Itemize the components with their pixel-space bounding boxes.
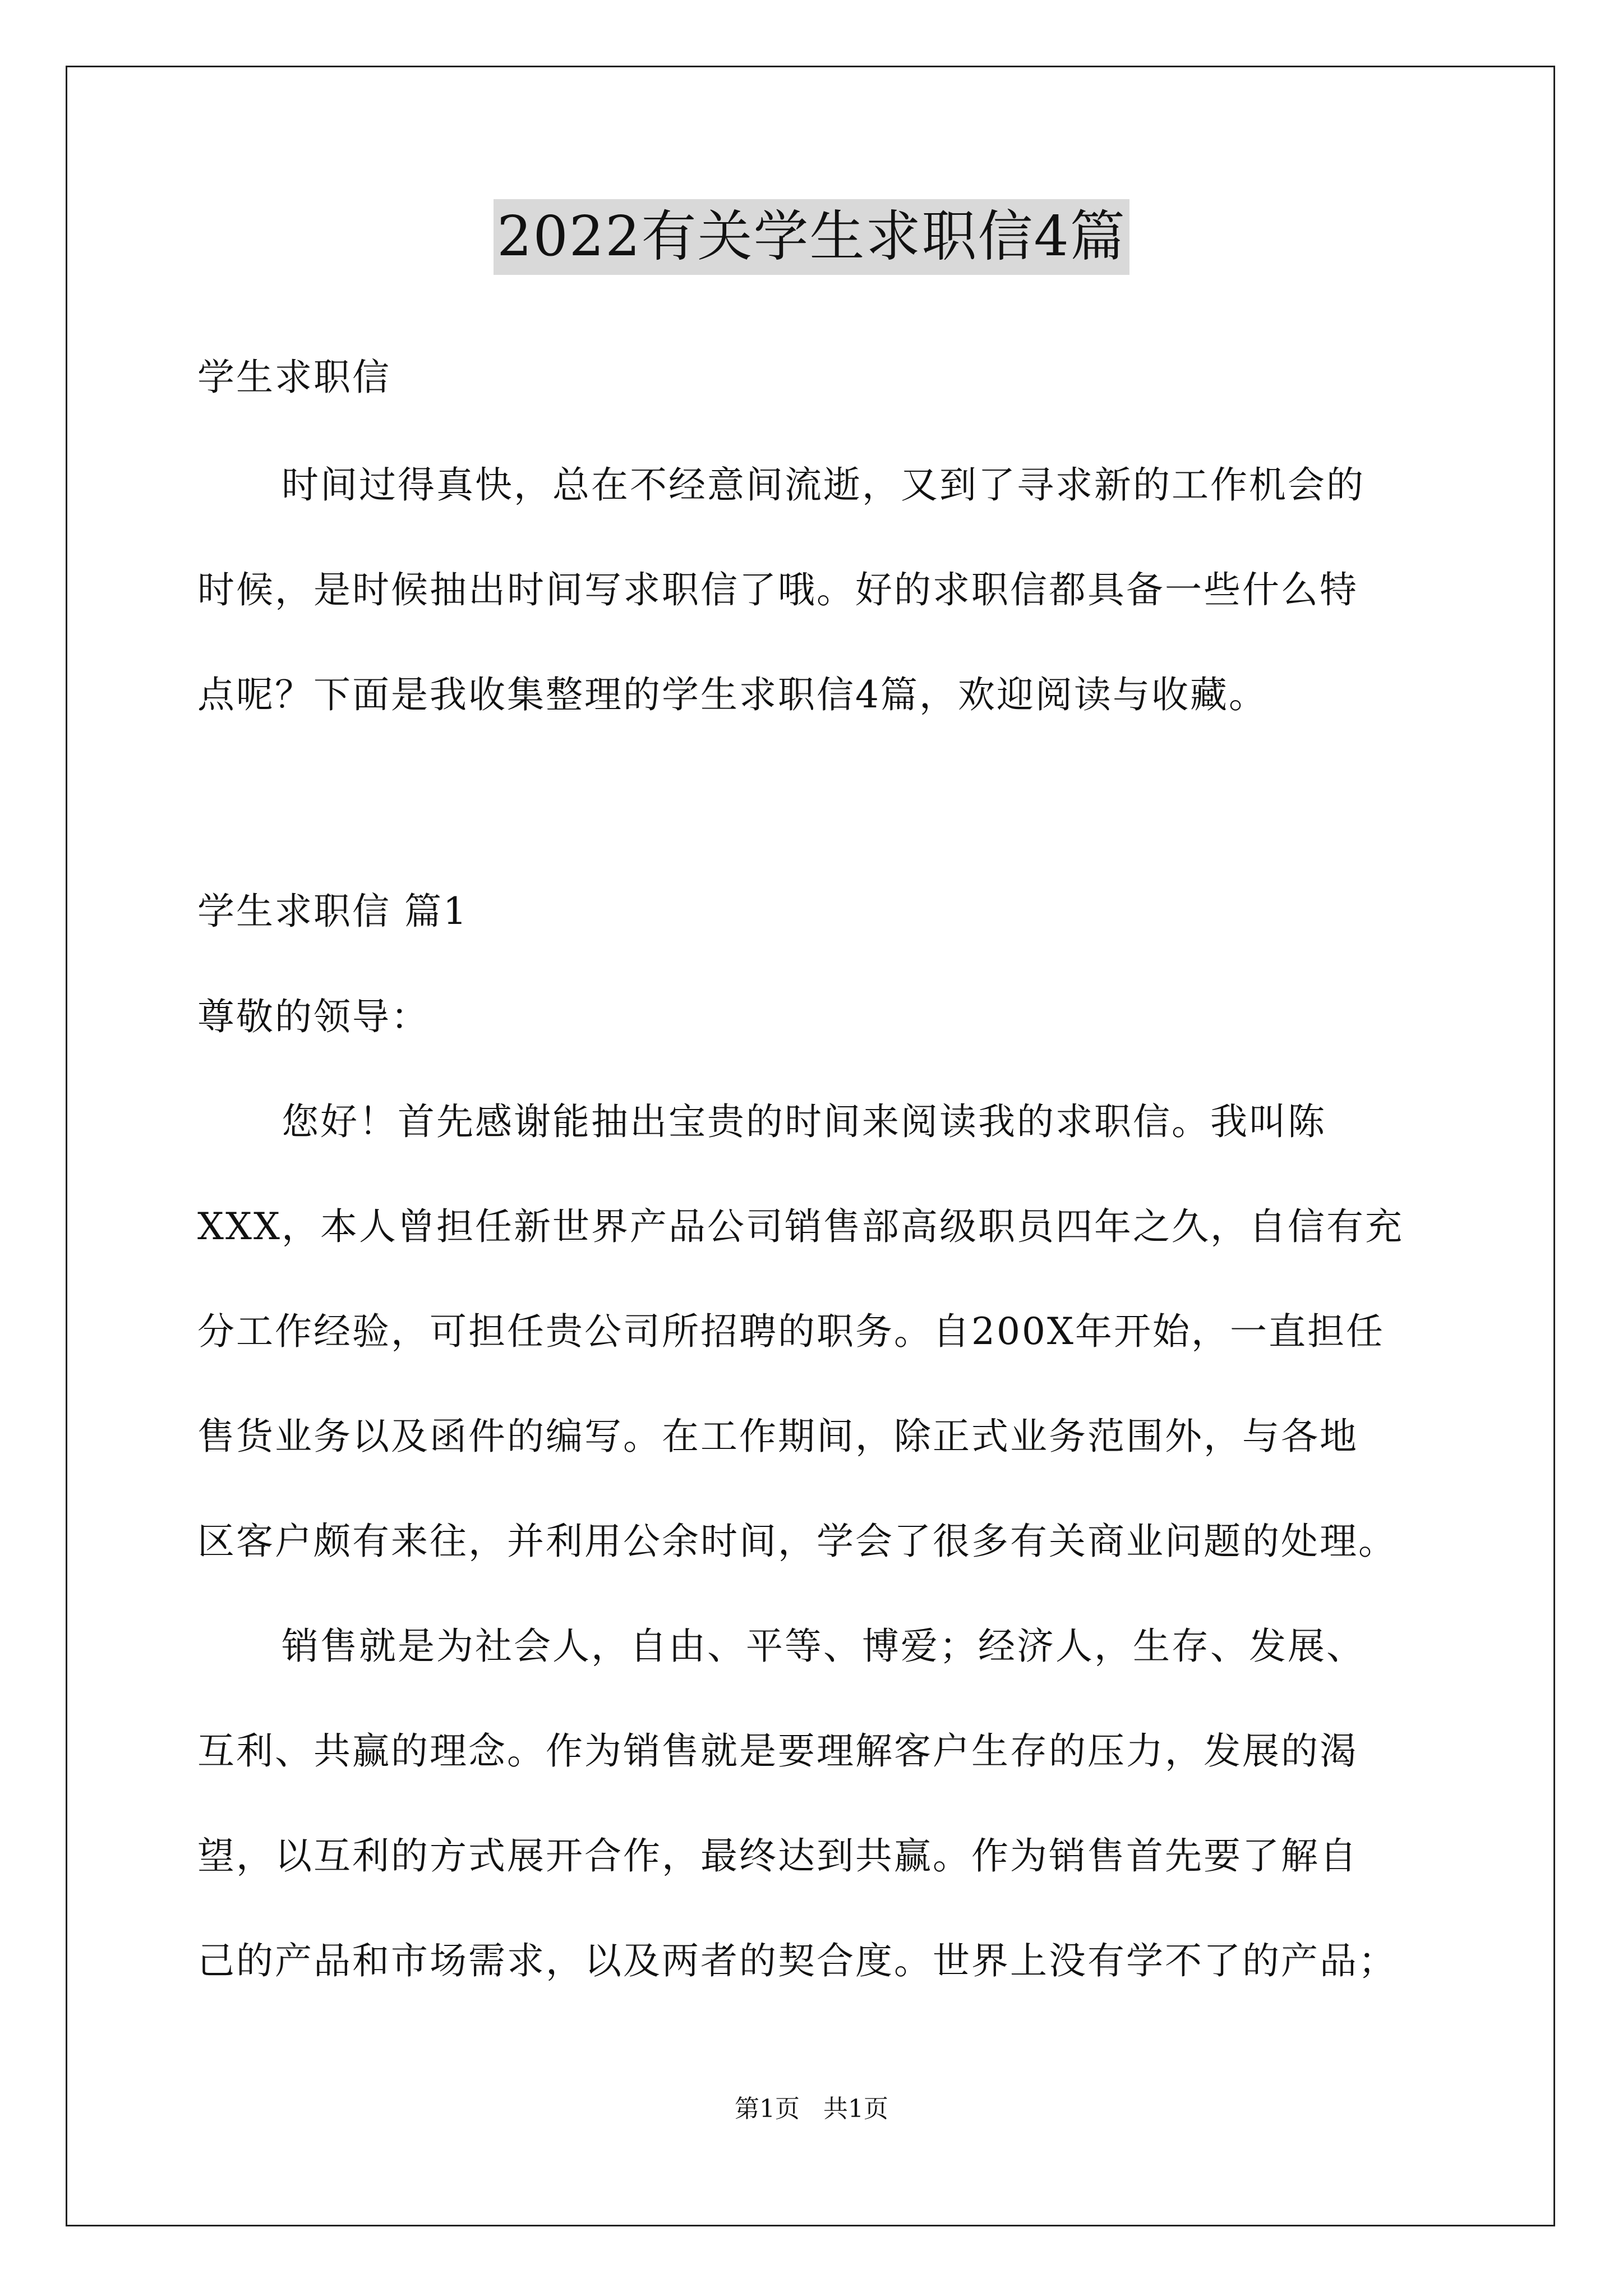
body-line-9: 己的产品和市场需求，以及两者的契合度。世界上没有学不了的产品； xyxy=(197,1939,1397,1982)
document-title: 2022有关学生求职信4篇 xyxy=(494,199,1129,275)
page-total: 共1页 xyxy=(823,2095,888,2123)
body-line-1: 您好！首先感谢能抽出宝贵的时间来阅读我的求职信。我叫陈 xyxy=(282,1100,1326,1143)
intro-line-3: 点呢？下面是我收集整理的学生求职信4篇，欢迎阅读与收藏。 xyxy=(197,673,1267,716)
body-line-3: 分工作经验，可担任贵公司所招聘的职务。自200X年开始，一直担任 xyxy=(197,1310,1385,1353)
intro-line-2: 时候，是时候抽出时间写求职信了哦。好的求职信都具备一些什么特 xyxy=(197,568,1358,611)
page-footer xyxy=(0,2092,1623,2126)
part-heading: 学生求职信 篇1 xyxy=(197,890,468,933)
body-line-2: XXX，本人曾担任新世界产品公司销售部高级职员四年之久，自信有充 xyxy=(197,1205,1404,1248)
page-number: 第1页 xyxy=(735,2095,800,2123)
section-heading: 学生求职信 xyxy=(197,356,391,399)
title-container xyxy=(0,199,1623,275)
body-line-8: 望，以互利的方式展开合作，最终达到共赢。作为销售首先要了解自 xyxy=(197,1834,1358,1878)
body-line-5: 区客户颇有来往，并利用公余时间，学会了很多有关商业问题的处理。 xyxy=(197,1520,1397,1563)
body-line-7: 互利、共赢的理念。作为销售就是要理解客户生存的压力，发展的渴 xyxy=(197,1729,1358,1773)
body-line-6: 销售就是为社会人，自由、平等、博爱；经济人，生存、发展、 xyxy=(282,1625,1365,1668)
body-line-4: 售货业务以及函件的编写。在工作期间，除正式业务范围外，与各地 xyxy=(197,1415,1358,1458)
intro-line-1: 时间过得真快，总在不经意间流逝，又到了寻求新的工作机会的 xyxy=(282,463,1365,507)
salutation: 尊敬的领导： xyxy=(197,995,430,1038)
